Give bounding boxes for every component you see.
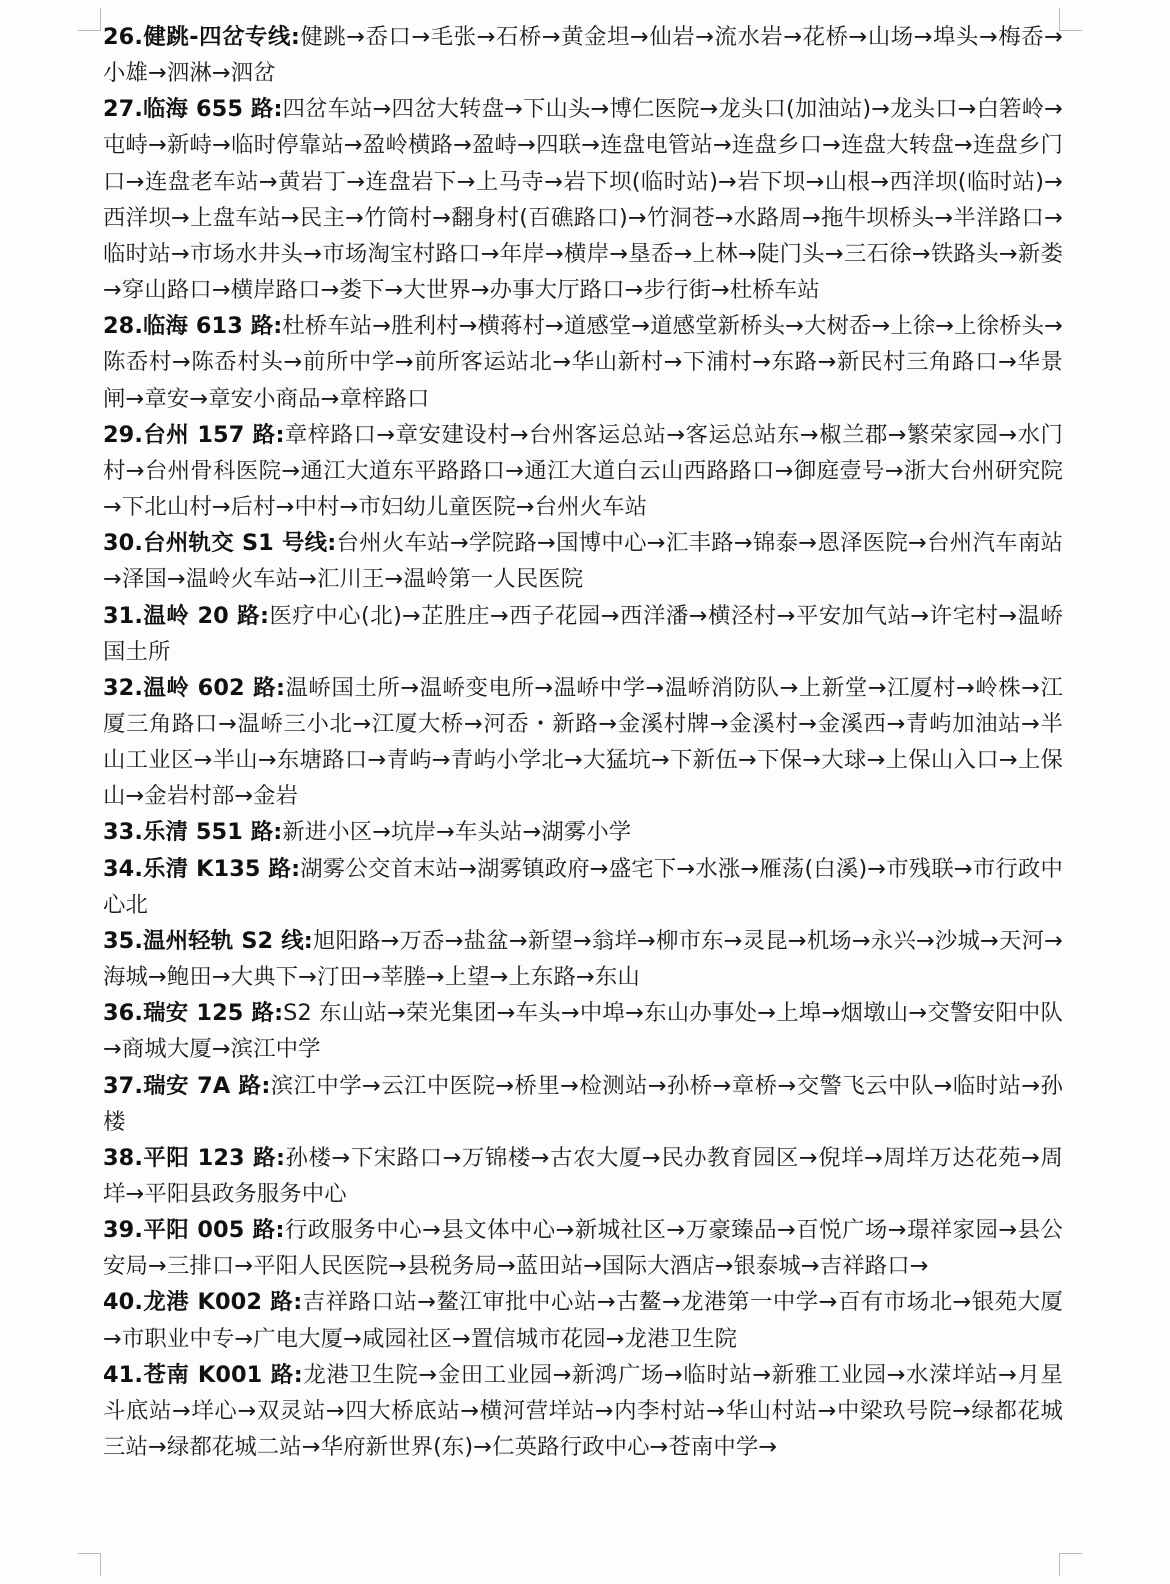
route-stops: 健跳→岙口→毛张→石桥→黄金坦→仙岩→流水岩→花桥→山场→埠头→梅岙→小雄→泗淋→泗岔: [103, 24, 1063, 87]
route-entry: [103, 598, 1063, 670]
route-label: 34.乐清 K135 路:: [103, 855, 301, 882]
route-entry: [103, 19, 1063, 91]
route-entry: [103, 670, 1063, 815]
route-stops: 孙楼→下宋路口→万锦楼→古农大厦→民办教育园区→倪垟→周垟万达花苑→周垟→平阳县政务服务中心: [103, 1144, 1063, 1207]
page-corner-mark: [78, 1553, 101, 1576]
route-entry: [103, 1284, 1063, 1356]
route-stops: 龙港卫生院→金田工业园→新鸿广场→临时站→新雅工业园→水溁垟站→月星斗底站→垟心→双灵站→四大桥底站→横河营垟站→内李村站→华山村站→中梁玖号院→绿都花城三站→绿都花城二站→华府新世界(东)→仁英路行政中心→苍南中学→: [103, 1361, 1063, 1461]
route-label: 35.温州轻轨 S2 线:: [103, 927, 313, 954]
route-label: 39.平阳 005 路:: [103, 1217, 285, 1244]
route-label: 38.平阳 123 路:: [103, 1144, 286, 1171]
route-label: 29.台州 157 路:: [103, 421, 285, 448]
route-entry: [103, 1140, 1063, 1212]
route-label: 41.苍南 K001 路:: [103, 1361, 303, 1388]
route-stops: 吉祥路口站→鳌江审批中心站→古鳌→龙港第一中学→百有市场北→银苑大厦→市职业中专→广电大厦→咸园社区→置信城市花园→龙港卫生院: [103, 1289, 1063, 1352]
route-stops: 旭阳路→万岙→盐盆→新望→翁垟→柳市东→灵昆→机场→永兴→沙城→天河→海城→鲍田→大典下→汀田→莘塍→上望→上东路→东山: [103, 927, 1064, 991]
route-entry: [103, 91, 1063, 308]
route-entry: [103, 1357, 1063, 1465]
page-corner-mark: [1059, 1553, 1082, 1576]
route-stops: 湖雾公交首末站→湖雾镇政府→盛宅下→水涨→雁荡(白溪)→市残联→市行政中心北: [103, 855, 1063, 918]
route-entry: [103, 1068, 1063, 1140]
route-label: 33.乐清 551 路:: [103, 819, 283, 846]
route-stops: 新进小区→坑岸→车头站→湖雾小学: [282, 819, 632, 846]
route-entry: [103, 851, 1063, 923]
route-label: 36.瑞安 125 路:: [103, 1000, 284, 1027]
route-label: 40.龙港 K002 路:: [103, 1289, 303, 1316]
route-list: [103, 19, 1063, 1465]
route-stops: 四岔车站→四岔大转盘→下山头→博仁医院→龙头口(加油站)→龙头口→白箬岭→屯峙→新峙→临时停靠站→盈岭横路→盈峙→四联→连盘电管站→连盘乡口→连盘大转盘→连盘乡门口→连盘老车站→黄岩丁→连盘岩下→上马寺→岩下坝(临时站)→岩下坝→山根→西洋坝(临时站)→西洋坝→上盘车站→民主→竹筒村→翻身村(百礁路口)→竹洞苍→水路周→拖牛坝桥头→半洋路口→临时站→市场水井头→市场淘宝村路口→年岸→横岸→垦岙→上林→陡门头→三石徐→铁路头→新娄→穿山路口→横岸路口→娄下→大世界→办事大厅路口→步行街→杜桥车站: [103, 96, 1063, 304]
route-entry: [103, 525, 1063, 597]
route-stops: 滨江中学→云江中医院→桥里→检测站→孙桥→章桥→交警飞云中队→临时站→孙楼: [103, 1072, 1064, 1135]
page-corner-mark: [78, 8, 101, 31]
route-stops: 医疗中心(北)→芷胜庄→西子花园→西洋潘→横泾村→平安加气站→许宅村→温峤国土所: [103, 602, 1064, 665]
route-label: 31.温岭 20 路:: [103, 602, 270, 629]
route-label: 32.温岭 602 路:: [103, 674, 286, 701]
route-entry: [103, 417, 1063, 525]
route-stops: S2 东山站→荣光集团→车头→中埠→东山办事处→上埠→烟墩山→交警安阳中队→商城大厦→滨江中学: [103, 1000, 1063, 1063]
route-entry: [103, 814, 1063, 850]
route-entry: [103, 995, 1063, 1067]
route-stops: 温峤国土所→温峤变电所→温峤中学→温峤消防队→上新堂→江厦村→岭株→江厦三角路口→温峤三小北→江厦大桥→河岙・新路→金溪村牌→金溪村→金溪西→青屿加油站→半山工业区→半山→东塘路口→青屿→青屿小学北→大猛坑→下新伍→下保→大球→上保山入口→上保山→金岩村部→金岩: [103, 674, 1063, 810]
route-entry: [103, 308, 1063, 416]
route-entry: [103, 1212, 1063, 1284]
route-label: 37.瑞安 7A 路:: [103, 1072, 271, 1099]
route-stops: 行政服务中心→县文体中心→新城社区→万豪臻品→百悦广场→璟祥家园→县公安局→三排口→平阳人民医院→县税务局→蓝田站→国际大酒店→银泰城→吉祥路口→: [103, 1217, 1063, 1280]
route-stops: 台州火车站→学院路→国博中心→汇丰路→锦泰→恩泽医院→台州汽车南站→泽国→温岭火车站→汇川王→温岭第一人民医院: [103, 530, 1063, 593]
route-label: 28.临海 613 路:: [103, 313, 283, 340]
route-entry: [103, 923, 1063, 995]
route-label: 27.临海 655 路:: [103, 96, 283, 123]
route-stops: 章梓路口→章安建设村→台州客运总站→客运总站东→椒兰郡→繁荣家园→水门村→台州骨科医院→通江大道东平路路口→通江大道白云山西路路口→御庭壹号→浙大台州研究院→下北山村→后村→中村→市妇幼儿童医院→台州火车站: [103, 421, 1063, 521]
route-label: 30.台州轨交 S1 号线:: [103, 530, 337, 557]
route-label: 26.健跳-四岔专线:: [103, 24, 300, 50]
route-stops: 杜桥车站→胜利村→横蒋村→道感堂→道感堂新桥头→大树岙→上徐→上徐桥头→陈岙村→陈岙村头→前所中学→前所客运站北→华山新村→下浦村→东路→新民村三角路口→华景闸→章安→章安小商品→章梓路口: [103, 313, 1063, 412]
